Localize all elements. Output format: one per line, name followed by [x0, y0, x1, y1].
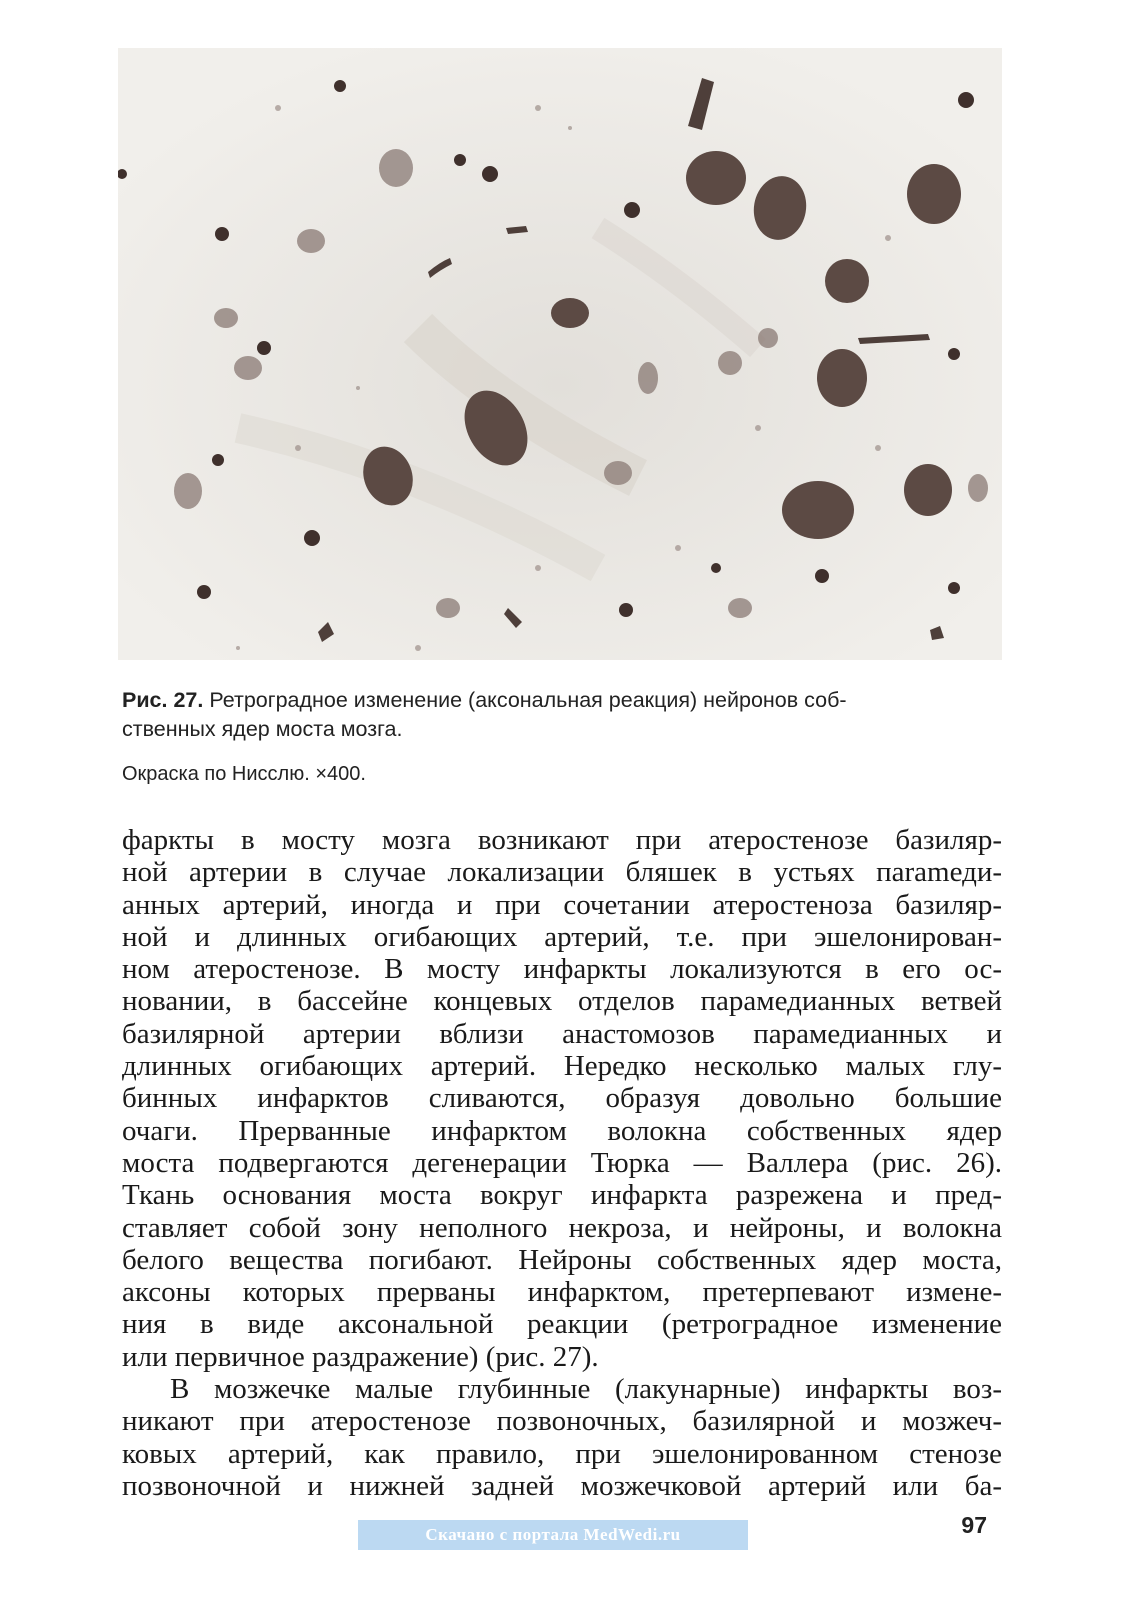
paragraph1-line: новании, в бассейне концевых отделов парамедианных ветвей: [122, 985, 1002, 1018]
paragraph2-line: позвоночной и нижней задней мозжечковой артерий или ба-: [122, 1469, 1002, 1502]
paragraph1-line: ния в виде аксональной реакции (ретроградное изменение: [122, 1308, 1002, 1341]
caption-text-line1: Ретроградное изменение (аксональная реакция) нейронов соб-: [209, 688, 847, 712]
paragraph1-line: анных артерий, иногда и при сочетании атеростеноза базиляр-: [122, 888, 1002, 921]
paragraph1-line: фаркты в мосту мозга возникают при атеростенозе базиляр-: [122, 824, 1002, 856]
paragraph1-line: Ткань основания моста вокруг инфаркта разрежена и пред-: [122, 1179, 1002, 1212]
caption-first-line: [122, 686, 1002, 715]
paragraph1-line: очаги. Прерванные инфарктом волокна собственных ядер: [122, 1114, 1002, 1147]
body-text: [122, 824, 1002, 1502]
paragraph2-line: ковых артерий, как правило, при эшелонированном стенозе: [122, 1437, 1002, 1470]
paragraph1-line: ной артерии в случае локализации бляшек в устьях паramеди-: [122, 856, 1002, 889]
paragraph1-line: ном атеростенозе. В мосту инфаркты локализуются в его ос-: [122, 953, 1002, 986]
figure-label: Рис. 27.: [122, 688, 204, 712]
paragraph1-line: аксоны которых прерваны инфарктом, претерпевают измене-: [122, 1276, 1002, 1309]
stain-note: Окраска по Нисслю. ×400.: [122, 763, 366, 785]
paragraph2-line: никают при атеростенозе позвоночных, базилярной и мозжеч-: [122, 1405, 1002, 1438]
paragraph1-line: моста подвергаются дегенерации Тюрка — Валлера (рис. 26).: [122, 1146, 1002, 1179]
paragraph1-line: ной и длинных огибающих артерий, т.е. при эшелонирован-: [122, 920, 1002, 953]
paragraph2-line: В мозжечке малые глубинные (лакунарные) инфаркты воз-: [170, 1373, 1002, 1406]
watermark-banner[interactable]: Скачано с портала MedWedi.ru: [358, 1520, 748, 1550]
paragraph1-line: белого вещества погибают. Нейроны собственных ядер моста,: [122, 1243, 1002, 1276]
figure-caption: [122, 686, 1002, 744]
paragraph1-line: базилярной артерии вблизи анастомозов парамедианных и: [122, 1017, 1002, 1050]
paragraph1-line: длинных огибающих артерий. Нередко несколько малых глу-: [122, 1050, 1002, 1083]
caption-text-line2: ственных ядер моста мозга.: [122, 717, 403, 741]
micrograph-figure: [118, 48, 1002, 660]
page-number: 97: [961, 1512, 987, 1538]
micrograph-image: [118, 48, 1002, 660]
paragraph1-line: ставляет собой зону неполного некроза, и нейроны, и волокна: [122, 1211, 1002, 1244]
paragraph1-line: или первичное раздражение) (рис. 27).: [122, 1340, 599, 1373]
paragraph1-line: бинных инфарктов сливаются, образуя довольно большие: [122, 1082, 1002, 1115]
